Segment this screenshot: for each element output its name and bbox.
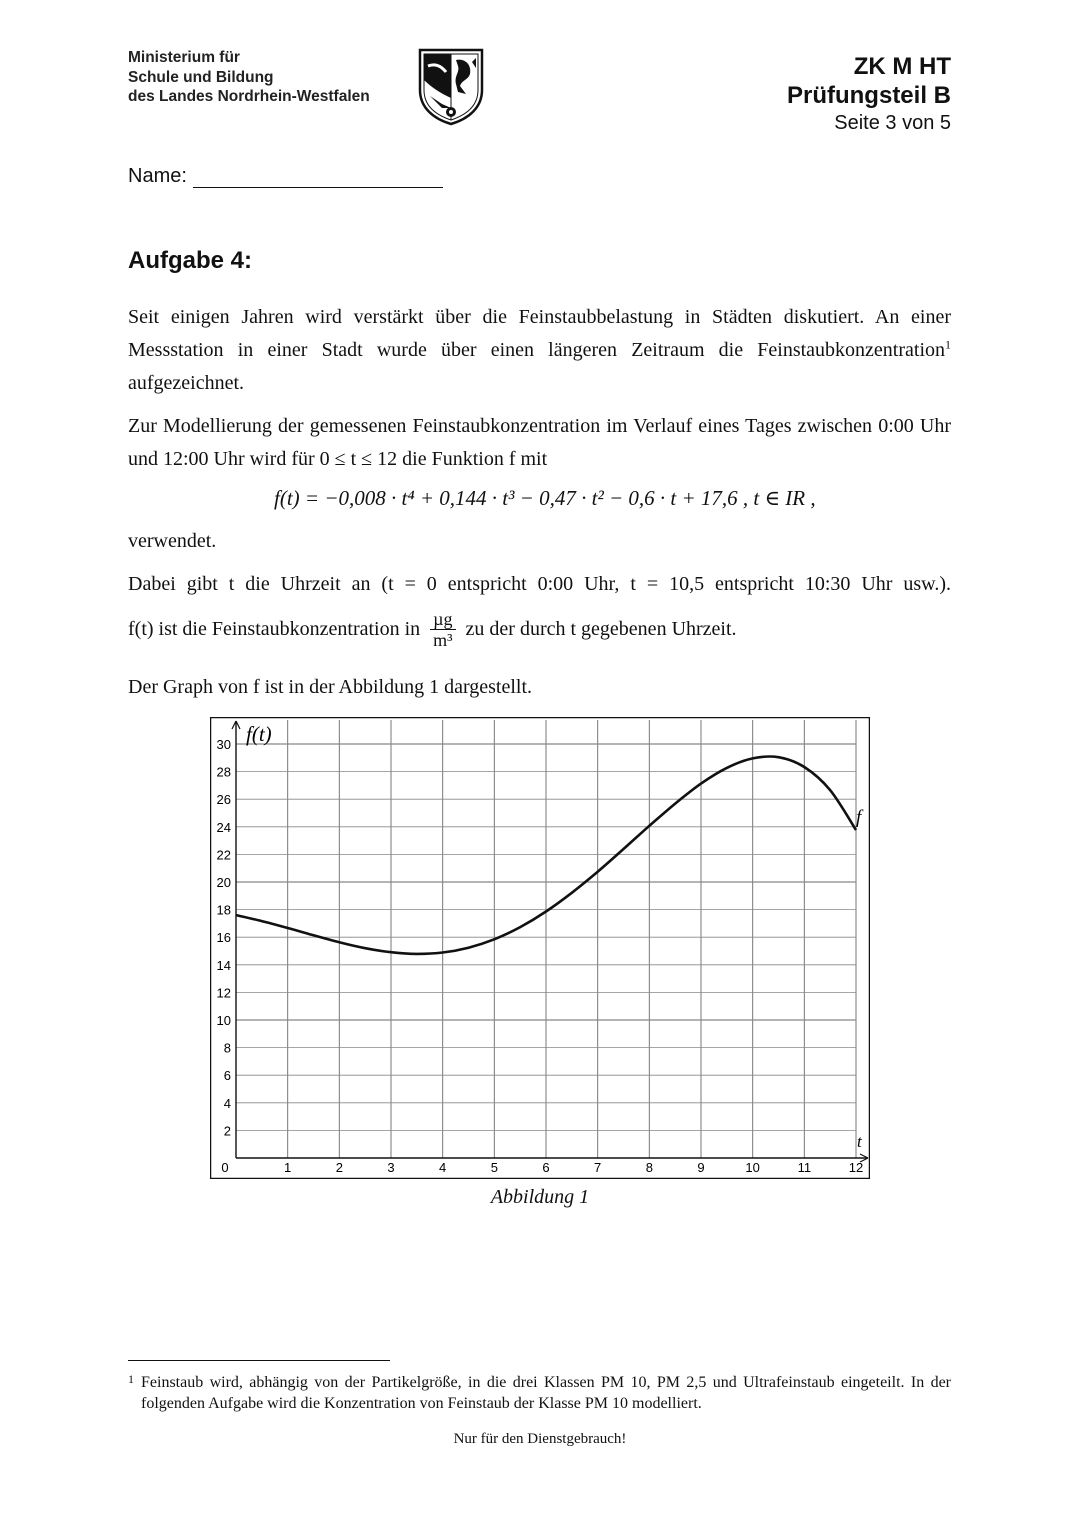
x-tick-label: 10 (745, 1160, 760, 1175)
y-tick-label: 14 (216, 957, 231, 973)
y-axis-label: f(t) (246, 722, 272, 746)
chart-frame (211, 718, 870, 1179)
figure-caption: Abbildung 1 (490, 1186, 590, 1208)
x-tick-label: 6 (542, 1160, 550, 1175)
name-row (128, 165, 443, 188)
function-formula: f(t) = −0,008 · t⁴ + 0,144 · t³ − 0,47 · t² − 0,6 · t + 17,6 , t ∈ IR , (274, 486, 816, 510)
ministry-line: des Landes Nordrhein-Westfalen (128, 88, 370, 105)
task-title: Aufgabe 4: (128, 247, 253, 274)
used-text: verwendet. (128, 530, 217, 552)
unit-fraction (430, 610, 455, 649)
x-tick-label: 12 (848, 1160, 864, 1175)
footnote (128, 1372, 951, 1414)
state-crest-icon (416, 46, 486, 126)
y-tick-label: 30 (216, 737, 231, 752)
y-tick-label: 28 (216, 764, 231, 780)
exam-part: Prüfungsteil B (786, 82, 951, 109)
curve-label: f (856, 807, 862, 828)
y-tick-label: 12 (216, 985, 231, 1001)
x-axis-label: t (857, 1132, 862, 1151)
footnote-divider (128, 1360, 390, 1361)
graph-description: Der Graph von f ist in der Abbildung 1 dargestellt. (128, 676, 533, 698)
footnote-mark: 1 (128, 1372, 134, 1386)
exam-header (787, 52, 951, 136)
exam-code: ZK M HT (853, 53, 951, 80)
y-tick-label: 8 (223, 1040, 231, 1056)
y-tick-label: 20 (216, 875, 231, 890)
x-tick-label: 9 (697, 1160, 705, 1175)
ministry-name (128, 48, 370, 107)
x-tick-label: 0 (221, 1160, 229, 1175)
function-chart (210, 717, 870, 1179)
x-tick-label: 4 (439, 1160, 447, 1175)
y-tick-label: 18 (216, 902, 231, 918)
x-tick-label: 7 (594, 1160, 602, 1175)
y-tick-label: 6 (223, 1068, 231, 1084)
x-tick-label: 3 (387, 1160, 395, 1175)
model-paragraph: Zur Modellierung der gemessenen Feinstaubkonzentration im Verlauf eines Tages zwischen 0:00 Uhr und 12:00 Uhr wird für 0 ≤ t ≤ 12 die Funktion f mit (128, 415, 951, 470)
y-tick-label: 22 (216, 847, 231, 863)
ministry-line: Schule und Bildung (128, 68, 274, 86)
y-tick-label: 2 (223, 1123, 231, 1139)
name-field[interactable] (193, 165, 443, 188)
footnote-ref: 1 (945, 337, 951, 352)
unit-numerator: µg (430, 610, 455, 630)
y-tick-label: 26 (216, 792, 231, 808)
name-label: Name: (128, 165, 187, 187)
y-tick-label: 24 (216, 819, 231, 835)
unit-description (128, 610, 737, 649)
page-info: Seite 3 von 5 (834, 112, 951, 134)
footnote-text: Feinstaub wird, abhängig von der Partikelgröße, in die drei Klassen PM 10, PM 2,5 und Ultrafeinstaub eingeteilt. In der folgenden Aufgabe wird die Konzentration von Feinstaub der Klasse PM 10 modelliert. (141, 1374, 951, 1412)
intro-text: Seit einigen Jahren wird verstärkt über die Feinstaubbelastung in Städten diskutiert. An einer Messstation in einer Stadt wurde über einen längeren Zeitraum die Feinstaubkonzentration (128, 306, 951, 361)
x-tick-label: 2 (335, 1160, 343, 1175)
y-tick-label: 4 (223, 1095, 231, 1111)
x-tick-label: 8 (645, 1160, 653, 1175)
intro-paragraph (128, 301, 951, 400)
ministry-line: Ministerium für (128, 49, 240, 66)
time-description: Dabei gibt t die Uhrzeit an (t = 0 entspricht 0:00 Uhr, t = 10,5 entspricht 10:30 Uhr usw.). (128, 573, 951, 595)
x-tick-label: 11 (797, 1160, 812, 1175)
x-tick-label: 5 (490, 1160, 498, 1175)
unit-post: zu der durch t gegebenen Uhrzeit. (465, 618, 737, 640)
unit-pre: f(t) ist die Feinstaubkonzentration in (128, 618, 421, 640)
unit-denominator: m³ (433, 630, 453, 650)
y-tick-label: 10 (216, 1013, 231, 1028)
footer-note: Nur für den Dienstgebrauch! (453, 1431, 627, 1447)
intro-end: aufgezeichnet. (128, 372, 245, 394)
y-tick-label: 16 (216, 930, 231, 946)
x-tick-label: 1 (284, 1160, 292, 1175)
